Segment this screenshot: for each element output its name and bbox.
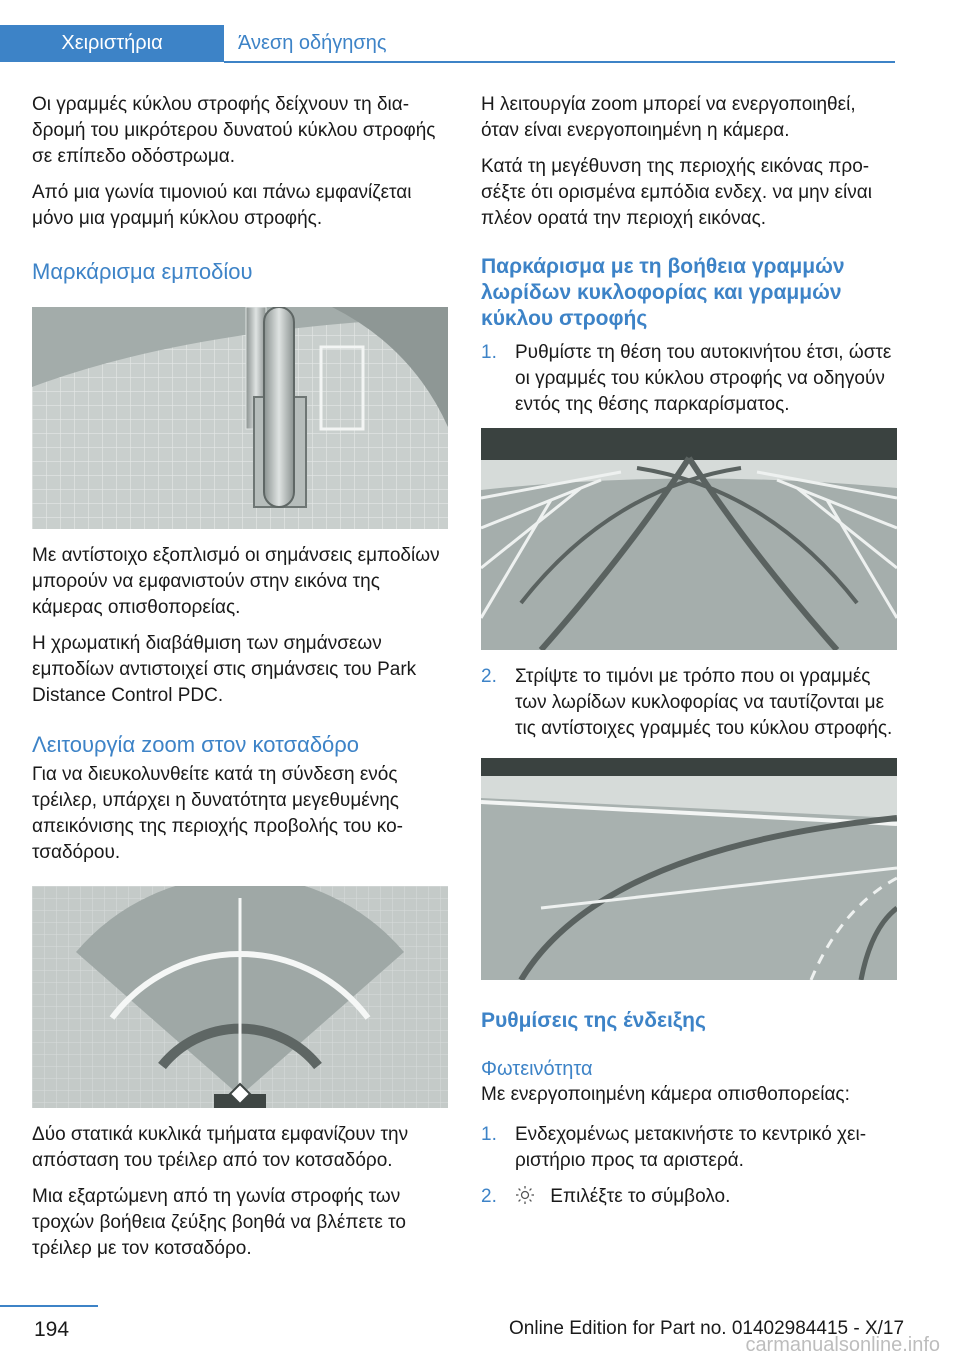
- turning-lines-figure: [481, 428, 897, 650]
- paragraph-static-segments: Δύο στατικά κυκλικά τμήματα εμφανίζουν την απόσταση του τρέιλερ από τον κοτσαδόρο.: [32, 1124, 409, 1171]
- page-number: 194: [34, 1318, 70, 1341]
- right-column: [481, 92, 897, 1220]
- paragraph-single-line: Από μια γωνία τιμονιού και πάνω εμφανίζεται μόνο μια γραμμή κύκλου στροφής.: [32, 182, 412, 229]
- header-bar: [0, 0, 960, 62]
- paragraph-trailer-zoom: Για να διευκολυνθείτε κατά τη σύνδεση ενός τρέιλερ, υπάρχει η δυνατότητα μεγεθυμένης απεικόνισης της περιοχής προβολής του κοτσαδόρου.: [32, 764, 403, 863]
- list-item: [481, 340, 897, 418]
- list-item: [481, 664, 897, 742]
- parking-steps: [481, 340, 897, 418]
- header-rule: [224, 61, 895, 63]
- parking-steps-continued: [481, 664, 897, 742]
- paragraph-with-camera: Με ενεργοποιημένη κάμερα οπισθοπορείας:: [481, 1084, 850, 1105]
- step-number: 2.: [481, 666, 497, 687]
- step-text: Ρυθμίστε τη θέση του αυτοκινήτου έτσι, ώστε οι γραμμές του κύκλου στροφής να οδηγούν εντός της θέσης παρκαρίσματος.: [515, 342, 892, 415]
- heading-zoom-function: Λειτουργία zoom στον κοτσαδόρο: [32, 732, 360, 757]
- watermark: carmanualsonline.info: [745, 1334, 940, 1356]
- paragraph-zoom-caution: Κατά τη μεγέθυνση της περιοχής εικόνας προσέξτε ότι ορισμένα εμπόδια ενδεχ. να μην είναι πλέον ορατά την περιοχή εικόνας.: [481, 156, 872, 229]
- footer-rule: [0, 1305, 98, 1307]
- paragraph-coupling-assist: Μια εξαρτώμενη από τη γωνία στροφής των τροχών βοήθεια ζεύξης βοηθά να βλέπετε το τρέιλερ με τον κοτσαδόρο.: [32, 1186, 406, 1259]
- brightness-steps: [481, 1122, 897, 1210]
- step-text: Επιλέξτε το σύμβολο.: [550, 1186, 731, 1207]
- paragraph-turning-lines: Οι γραμμές κύκλου στροφής δείχνουν τη διαδρομή του μικρότερου δυνατού κύκλου στροφής σε επίπεδο οδόστρωμα.: [32, 94, 436, 167]
- step-text: Στρίψτε το τιμόνι με τρόπο που οι γραμμές των λωρίδων κυκλοφορίας να ταυτίζονται με τις αντίστοιχες γραμμές του κύκλου στροφής.: [515, 666, 893, 739]
- heading-parking-assist-lines: Παρκάρισμα με τη βοήθεια γραμμών λωρίδων κυκλοφορίας και γραμμών κύκλου στροφής: [481, 255, 845, 330]
- edition-note: Online Edition for Part no. 01402984415 - X/17: [509, 1318, 905, 1339]
- step-text: Ενδεχομένως μετακινήστε το κεντρικό χειριστήριο προς τα αριστερά.: [515, 1124, 867, 1171]
- heading-obstacle-marking: Μαρκάρισμα εμποδίου: [32, 259, 253, 284]
- tab-driving-comfort[interactable]: Άνεση οδήγησης: [238, 32, 387, 54]
- tab-controls[interactable]: Χειριστήρια: [0, 25, 224, 62]
- trailer-zoom-figure: [32, 886, 448, 1108]
- list-item: [481, 1122, 897, 1174]
- paragraph-obstacle-markings: Με αντίστοιχο εξοπλισμό οι σημάνσεις εμποδίων μπορούν να εμφανιστούν στην εικόνα της κάμερας οπισθοπορείας.: [32, 545, 440, 618]
- paragraph-color-gradation: Η χρωματική διαβάθμιση των σημάνσεων εμποδίων αντιστοιχεί στις σημάνσεις του Park Distance Control PDC.: [32, 633, 417, 706]
- list-item: [481, 1184, 897, 1210]
- step-number: 1.: [481, 1124, 497, 1145]
- left-column: [32, 92, 448, 1272]
- heading-brightness: Φωτεινότητα: [481, 1058, 593, 1080]
- lane-alignment-figure: [481, 758, 897, 980]
- obstacle-marking-figure: [32, 307, 448, 529]
- step-number: 2.: [481, 1186, 497, 1207]
- paragraph-zoom-activation: Η λειτουργία zoom μπορεί να ενεργοποιηθεί, όταν είναι ενεργοποιημένη η κάμερα.: [481, 94, 856, 141]
- heading-display-settings: Ρυθμίσεις της ένδειξης: [481, 1009, 706, 1032]
- brightness-icon: [515, 1185, 535, 1205]
- step-number: 1.: [481, 342, 497, 363]
